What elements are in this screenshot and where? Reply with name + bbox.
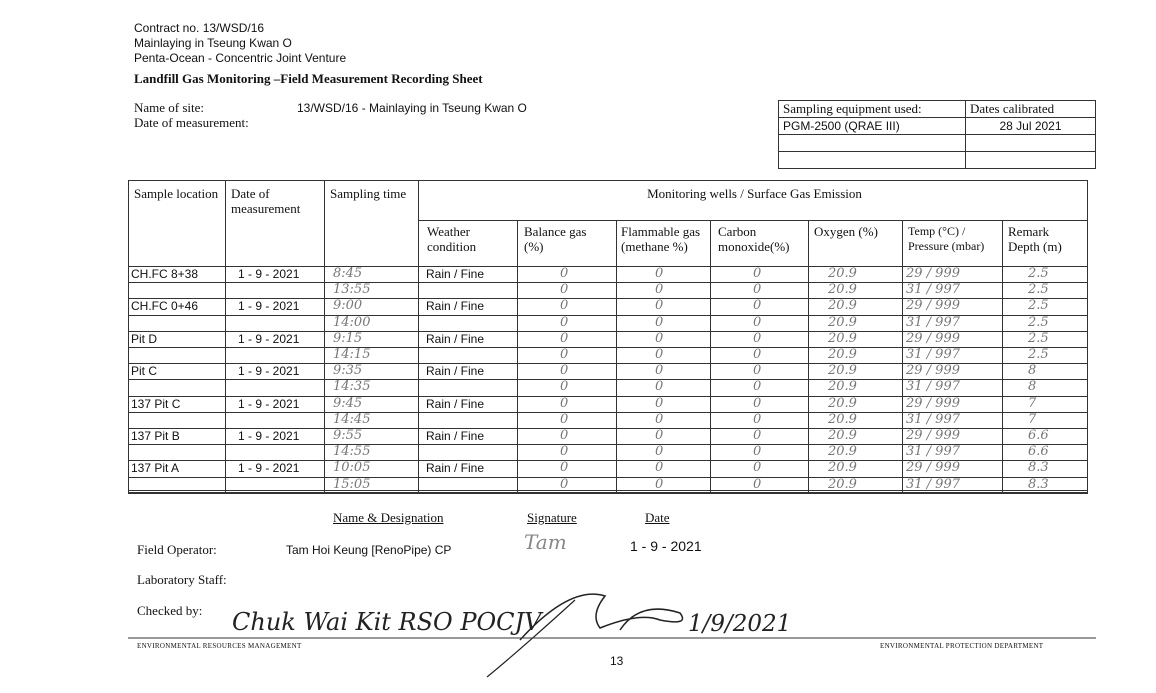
- flammable-gas-cell: 0: [655, 460, 664, 476]
- balance-gas-cell: 0: [560, 379, 569, 395]
- footer-right: ENVIRONMENTAL PROTECTION DEPARTMENT: [880, 642, 1044, 650]
- sampling-time-cell: 14:55: [333, 444, 371, 460]
- measurement-date-cell: 1 - 9 - 2021: [238, 331, 300, 346]
- flammable-gas-cell: 0: [655, 330, 664, 346]
- temp-pressure-cell: 31 / 997: [906, 379, 960, 395]
- temp-pressure-cell: 29 / 999: [906, 428, 960, 443]
- temp-pressure-cell: 31 / 997: [906, 476, 960, 492]
- carbon-monoxide-cell: 0: [753, 298, 762, 314]
- project-name: Mainlaying in Tseung Kwan O: [134, 36, 292, 50]
- weather-cell: Rain / Fine: [426, 429, 485, 443]
- header-date-of-measurement: Date of measurement: [231, 186, 301, 216]
- field-operator-label: Field Operator:: [137, 542, 217, 557]
- temp-pressure-cell: 29 / 999: [906, 460, 960, 476]
- measurement-date-cell: 1 - 9 - 2021: [238, 299, 300, 314]
- oxygen-cell: 20.9: [828, 298, 857, 314]
- sampling-time-cell: 14:45: [333, 411, 371, 427]
- sampling-time-cell: 15:05: [333, 476, 371, 492]
- calibration-date: 28 Jul 2021: [966, 118, 1096, 135]
- measurement-date-cell: 1 - 9 - 2021: [238, 267, 300, 281]
- carbon-monoxide-cell: 0: [753, 460, 762, 476]
- flammable-gas-cell: 0: [655, 444, 664, 460]
- footer-left: ENVIRONMENTAL RESOURCES MANAGEMENT: [137, 642, 302, 650]
- equipment-col-header: Sampling equipment used:: [779, 101, 966, 118]
- temp-pressure-cell: 29 / 999: [906, 266, 960, 281]
- measurement-date-cell: 1 - 9 - 2021: [238, 429, 300, 443]
- oxygen-cell: 20.9: [828, 347, 857, 362]
- remark-depth-cell: 6.6: [1028, 444, 1049, 460]
- field-operator-date: 1 - 9 - 2021: [630, 538, 702, 554]
- oxygen-cell: 20.9: [828, 363, 857, 379]
- sampling-time-cell: 9:45: [333, 395, 363, 411]
- header-flammable-gas: Flammable gas (methane %): [621, 224, 701, 254]
- remark-depth-cell: 7: [1028, 411, 1037, 427]
- carbon-monoxide-cell: 0: [753, 266, 762, 281]
- oxygen-cell: 20.9: [828, 330, 857, 346]
- sample-location-cell: 137 Pit C: [131, 396, 181, 411]
- temp-pressure-cell: 31 / 997: [906, 411, 960, 427]
- carbon-monoxide-cell: 0: [753, 379, 762, 395]
- temp-pressure-cell: 29 / 999: [906, 298, 960, 314]
- balance-gas-cell: 0: [560, 411, 569, 427]
- measurement-date-label: Date of measurement:: [134, 115, 249, 130]
- temp-pressure-cell: 31 / 997: [906, 314, 960, 330]
- header-remark-depth: Remark Depth (m): [1008, 224, 1062, 254]
- contractor-name: Penta-Ocean - Concentric Joint Venture: [134, 51, 347, 65]
- field-operator-name: Tam Hoi Keung [RenoPipe) CP: [286, 543, 452, 557]
- measurement-date-cell: 1 - 9 - 2021: [238, 461, 300, 476]
- flammable-gas-cell: 0: [655, 428, 664, 443]
- oxygen-cell: 20.9: [828, 460, 857, 476]
- sample-location-cell: CH.FC 0+46: [131, 299, 199, 314]
- balance-gas-cell: 0: [560, 363, 569, 379]
- header-sample-location: Sample location: [134, 186, 219, 201]
- balance-gas-cell: 0: [560, 395, 569, 411]
- sampling-time-cell: 14:15: [333, 347, 371, 362]
- name-designation-heading: Name & Designation: [333, 510, 444, 525]
- sampling-time-cell: 10:05: [333, 460, 371, 476]
- carbon-monoxide-cell: 0: [753, 444, 762, 460]
- sampling-time-cell: 14:35: [333, 379, 371, 395]
- header-temp-pressure: Temp (°C) / Pressure (mbar): [908, 224, 985, 253]
- remark-depth-cell: 7: [1028, 395, 1037, 411]
- equipment-device: PGM-2500 (QRAE III): [779, 118, 966, 135]
- header-oxygen: Oxygen (%): [814, 224, 878, 239]
- weather-cell: Rain / Fine: [426, 461, 485, 476]
- remark-depth-cell: 2.5: [1028, 266, 1049, 281]
- temp-pressure-cell: 29 / 999: [906, 330, 960, 346]
- carbon-monoxide-cell: 0: [753, 330, 762, 346]
- flammable-gas-cell: 0: [655, 314, 664, 330]
- carbon-monoxide-cell: 0: [753, 395, 762, 411]
- remark-depth-cell: 2.5: [1028, 330, 1049, 346]
- remark-depth-cell: 8.3: [1028, 476, 1049, 492]
- sample-location-cell: Pit C: [131, 364, 158, 379]
- temp-pressure-cell: 31 / 997: [906, 347, 960, 362]
- laboratory-staff-label: Laboratory Staff:: [137, 572, 227, 587]
- flammable-gas-cell: 0: [655, 379, 664, 395]
- balance-gas-cell: 0: [560, 266, 569, 281]
- oxygen-cell: 20.9: [828, 476, 857, 492]
- header-monitoring-group: Monitoring wells / Surface Gas Emission: [647, 186, 862, 201]
- flammable-gas-cell: 0: [655, 298, 664, 314]
- sample-location-cell: 137 Pit B: [131, 429, 180, 443]
- carbon-monoxide-cell: 0: [753, 476, 762, 492]
- oxygen-cell: 20.9: [828, 395, 857, 411]
- header-sampling-time: Sampling time: [330, 186, 407, 201]
- carbon-monoxide-cell: 0: [753, 314, 762, 330]
- weather-cell: Rain / Fine: [426, 331, 485, 346]
- temp-pressure-cell: 31 / 997: [906, 444, 960, 460]
- weather-cell: Rain / Fine: [426, 299, 485, 314]
- checked-by-label: Checked by:: [137, 603, 203, 618]
- remark-depth-cell: 8.3: [1028, 460, 1049, 476]
- remark-depth-cell: 8: [1028, 379, 1037, 395]
- balance-gas-cell: 0: [560, 476, 569, 492]
- page-number: 13: [610, 654, 624, 668]
- header-weather: Weather condition: [427, 224, 477, 254]
- remark-depth-cell: 8: [1028, 363, 1037, 379]
- oxygen-cell: 20.9: [828, 428, 857, 443]
- balance-gas-cell: 0: [560, 330, 569, 346]
- carbon-monoxide-cell: 0: [753, 411, 762, 427]
- header-balance-gas: Balance gas (%): [524, 224, 587, 254]
- flammable-gas-cell: 0: [655, 347, 664, 362]
- remark-depth-cell: 2.5: [1028, 314, 1049, 330]
- oxygen-cell: 20.9: [828, 282, 857, 298]
- flammable-gas-cell: 0: [655, 282, 664, 298]
- sheet-title: Landfill Gas Monitoring –Field Measurement Recording Sheet: [134, 71, 483, 86]
- temp-pressure-cell: 31 / 997: [906, 282, 960, 298]
- flammable-gas-cell: 0: [655, 266, 664, 281]
- checked-by-date: 1/9/2021: [688, 611, 792, 637]
- weather-cell: Rain / Fine: [426, 267, 485, 281]
- calibrated-col-header: Dates calibrated: [966, 101, 1096, 118]
- field-operator-signature: Tam: [524, 530, 567, 554]
- flammable-gas-cell: 0: [655, 363, 664, 379]
- sampling-time-cell: 14:00: [333, 314, 371, 330]
- carbon-monoxide-cell: 0: [753, 282, 762, 298]
- remark-depth-cell: 2.5: [1028, 298, 1049, 314]
- oxygen-cell: 20.9: [828, 314, 857, 330]
- sampling-time-cell: 9:35: [333, 363, 363, 379]
- remark-depth-cell: 2.5: [1028, 282, 1049, 298]
- sampling-time-cell: 9:00: [333, 298, 363, 314]
- weather-cell: Rain / Fine: [426, 396, 485, 411]
- site-name-value: 13/WSD/16 - Mainlaying in Tseung Kwan O: [297, 101, 527, 115]
- remark-depth-cell: 2.5: [1028, 347, 1049, 362]
- temp-pressure-cell: 29 / 999: [906, 363, 960, 379]
- temp-pressure-cell: 29 / 999: [906, 395, 960, 411]
- balance-gas-cell: 0: [560, 428, 569, 443]
- sample-location-cell: Pit D: [131, 331, 158, 346]
- sample-location-cell: 137 Pit A: [131, 461, 180, 476]
- carbon-monoxide-cell: 0: [753, 428, 762, 443]
- measurement-date-cell: 1 - 9 - 2021: [238, 396, 300, 411]
- measurement-date-cell: 1 - 9 - 2021: [238, 364, 300, 379]
- sampling-time-cell: 8:45: [333, 266, 363, 281]
- header-carbon-monoxide: Carbon monoxide(%): [718, 224, 790, 254]
- oxygen-cell: 20.9: [828, 379, 857, 395]
- balance-gas-cell: 0: [560, 460, 569, 476]
- balance-gas-cell: 0: [560, 298, 569, 314]
- sampling-time-cell: 13:55: [333, 282, 371, 298]
- carbon-monoxide-cell: 0: [753, 347, 762, 362]
- balance-gas-cell: 0: [560, 444, 569, 460]
- remark-depth-cell: 6.6: [1028, 428, 1049, 443]
- sample-location-cell: CH.FC 8+38: [131, 267, 199, 281]
- balance-gas-cell: 0: [560, 282, 569, 298]
- oxygen-cell: 20.9: [828, 411, 857, 427]
- oxygen-cell: 20.9: [828, 444, 857, 460]
- flammable-gas-cell: 0: [655, 395, 664, 411]
- balance-gas-cell: 0: [560, 347, 569, 362]
- carbon-monoxide-cell: 0: [753, 363, 762, 379]
- contract-number: Contract no. 13/WSD/16: [134, 21, 265, 35]
- signature-heading: Signature: [527, 510, 577, 525]
- oxygen-cell: 20.9: [828, 266, 857, 281]
- date-heading: Date: [645, 510, 670, 525]
- site-name-label: Name of site:: [134, 100, 205, 115]
- checked-by-name: Chuk Wai Kit RSO POCJV: [232, 608, 542, 636]
- sampling-time-cell: 9:15: [333, 330, 363, 346]
- sampling-time-cell: 9:55: [333, 428, 363, 443]
- flammable-gas-cell: 0: [655, 476, 664, 492]
- balance-gas-cell: 0: [560, 314, 569, 330]
- weather-cell: Rain / Fine: [426, 364, 485, 379]
- flammable-gas-cell: 0: [655, 411, 664, 427]
